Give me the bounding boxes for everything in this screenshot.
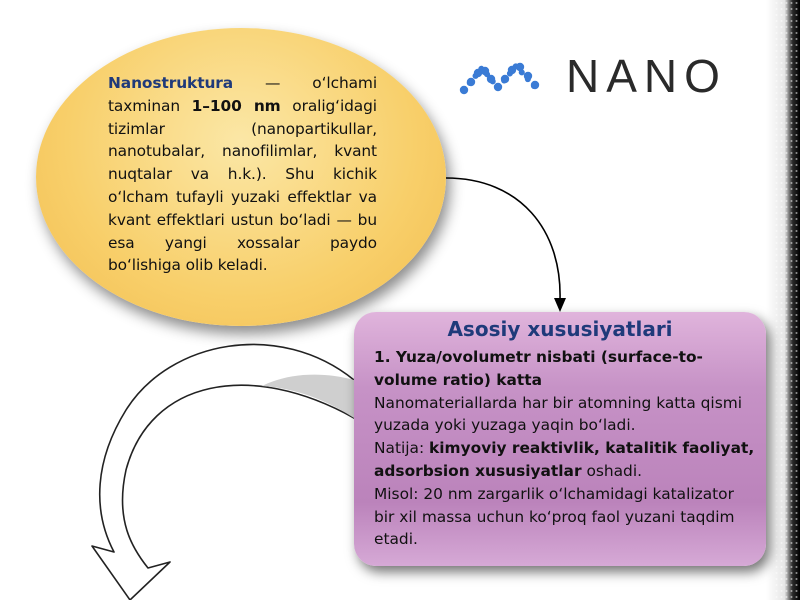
features-text: [374, 346, 758, 551]
feature-result-label: Natija:: [374, 439, 430, 458]
nano-logo-text: NANO: [566, 50, 727, 102]
definition-text: [108, 72, 377, 277]
features-title: Asosiy xususiyatlari: [447, 317, 673, 341]
feature-example: Misol: 20 nm zargarlik oʻlchamidagi katalizator bir xil massa uchun koʻproq faol yuzani taqdim etadi.: [374, 484, 735, 549]
definition-term: Nanostruktura: [108, 74, 234, 92]
feature-result-bold: kimyoviy reaktivlik, katalitik faoliyat, adsorbsion xususiyatlar: [374, 439, 755, 480]
feature-line1: Nanomateriallarda har bir atomning katta qismi yuzada yoki yuzaga yaqin boʻladi.: [374, 393, 742, 435]
connector-arrowhead: [554, 298, 566, 312]
definition-size-range: 1–100 nm: [191, 96, 281, 115]
connector-arrow: [446, 178, 560, 300]
feature-heading: 1. Yuza/ovolumetr nisbati (surface-to-volume ratio) katta: [374, 348, 703, 389]
nano-logo-icon: [460, 63, 539, 94]
definition-part2: oraligʻidagi tizimlar (nanopartikullar, nanotubalar, nanofilimlar, kvant nuqtalar va h.k.). Shu kichik oʻlcham tufayli yuzaki effektlar va kvant effektlari ustun boʻladi — bu esa yangi xossalar paydo boʻlishiga olib keladi.: [108, 96, 377, 275]
definition-part1: — oʻlchami taxminan: [108, 74, 377, 115]
feature-result-end: oshadi.: [581, 461, 642, 480]
